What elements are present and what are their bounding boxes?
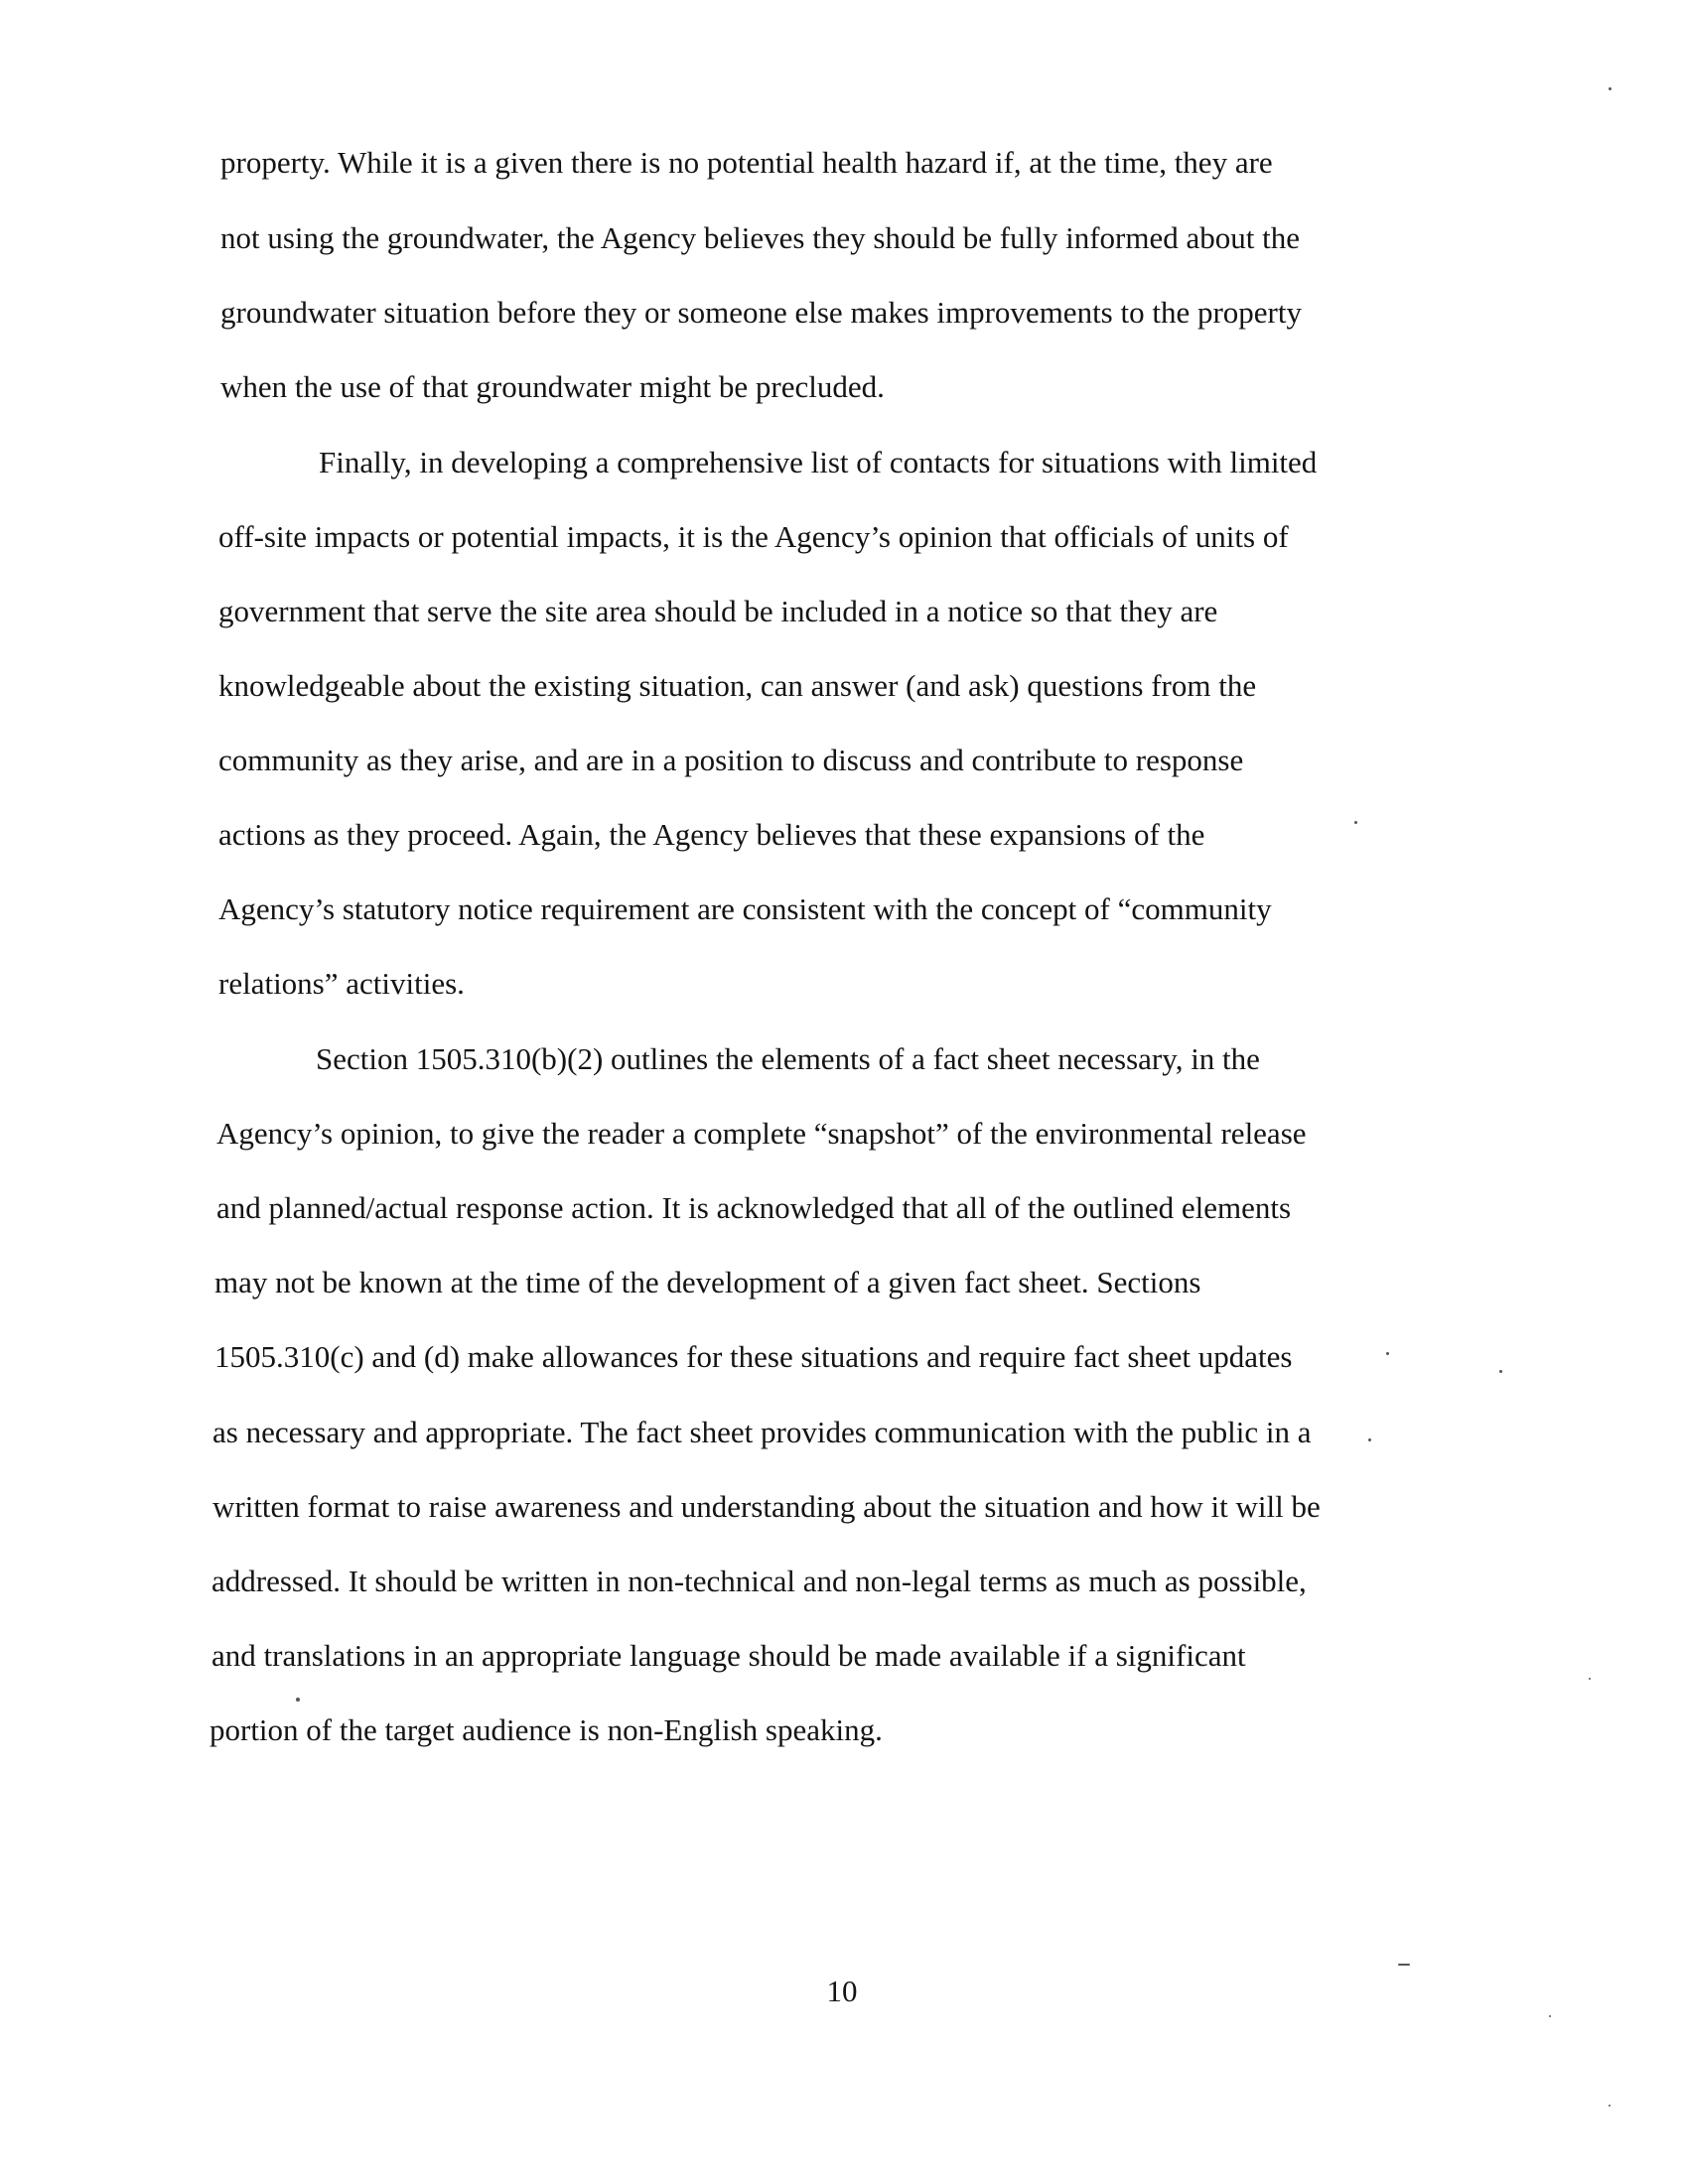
text-line: knowledgeable about the existing situation, can answer (and ask) questions from the	[218, 668, 1257, 703]
text-line: government that serve the site area should be included in a notice so that they are	[218, 594, 1218, 628]
text-line: community as they arise, and are in a position to discuss and contribute to response	[218, 743, 1244, 777]
scan-speck	[1499, 1370, 1502, 1373]
text-line: Agency’s statutory notice requirement are consistent with the concept of “community	[218, 891, 1272, 926]
text-line: 1505.310(c) and (d) make allowances for these situations and require fact sheet updates	[214, 1339, 1293, 1374]
text-line: not using the groundwater, the Agency believes they should be fully informed about the	[220, 220, 1300, 255]
scan-speck	[1589, 1678, 1591, 1680]
text-line: and planned/actual response action. It is acknowledged that all of the outlined elements	[216, 1190, 1292, 1225]
text-line: Agency’s opinion, to give the reader a complete “snapshot” of the environmental release	[216, 1116, 1307, 1151]
text-line: portion of the target audience is non-English speaking.	[210, 1712, 883, 1747]
text-line: may not be known at the time of the development of a given fact sheet. Sections	[214, 1265, 1201, 1299]
scan-speck	[296, 1698, 300, 1702]
text-line: property. While it is a given there is no potential health hazard if, at the time, they are	[220, 145, 1273, 180]
text-line: and translations in an appropriate language should be made available if a significant	[211, 1638, 1246, 1673]
scan-speck	[1609, 2105, 1611, 2107]
text-line: when the use of that groundwater might be precluded.	[220, 369, 885, 404]
page-number: 10	[826, 1974, 858, 2008]
text-line: written format to raise awareness and understanding about the situation and how it will be	[212, 1489, 1321, 1524]
text-line: relations” activities.	[218, 966, 465, 1001]
text-line: Section 1505.310(b)(2) outlines the elements of a fact sheet necessary, in the	[316, 1041, 1260, 1076]
scan-speck	[1368, 1438, 1371, 1441]
text-line: groundwater situation before they or someone else makes improvements to the property	[220, 295, 1302, 330]
text-line: addressed. It should be written in non-technical and non-legal terms as much as possible,	[211, 1564, 1307, 1598]
text-line: as necessary and appropriate. The fact sheet provides communication with the public in a	[212, 1415, 1312, 1449]
scan-speck	[1398, 1964, 1410, 1966]
text-line: off-site impacts or potential impacts, it is the Agency’s opinion that officials of units of	[218, 519, 1289, 554]
scan-speck	[1609, 87, 1612, 90]
scan-speck	[1354, 821, 1357, 824]
text-line: actions as they proceed. Again, the Agency believes that these expansions of the	[218, 817, 1205, 852]
scan-speck	[1549, 2015, 1551, 2017]
text-line: Finally, in developing a comprehensive list of contacts for situations with limited	[319, 445, 1318, 479]
scan-speck	[1386, 1352, 1389, 1355]
